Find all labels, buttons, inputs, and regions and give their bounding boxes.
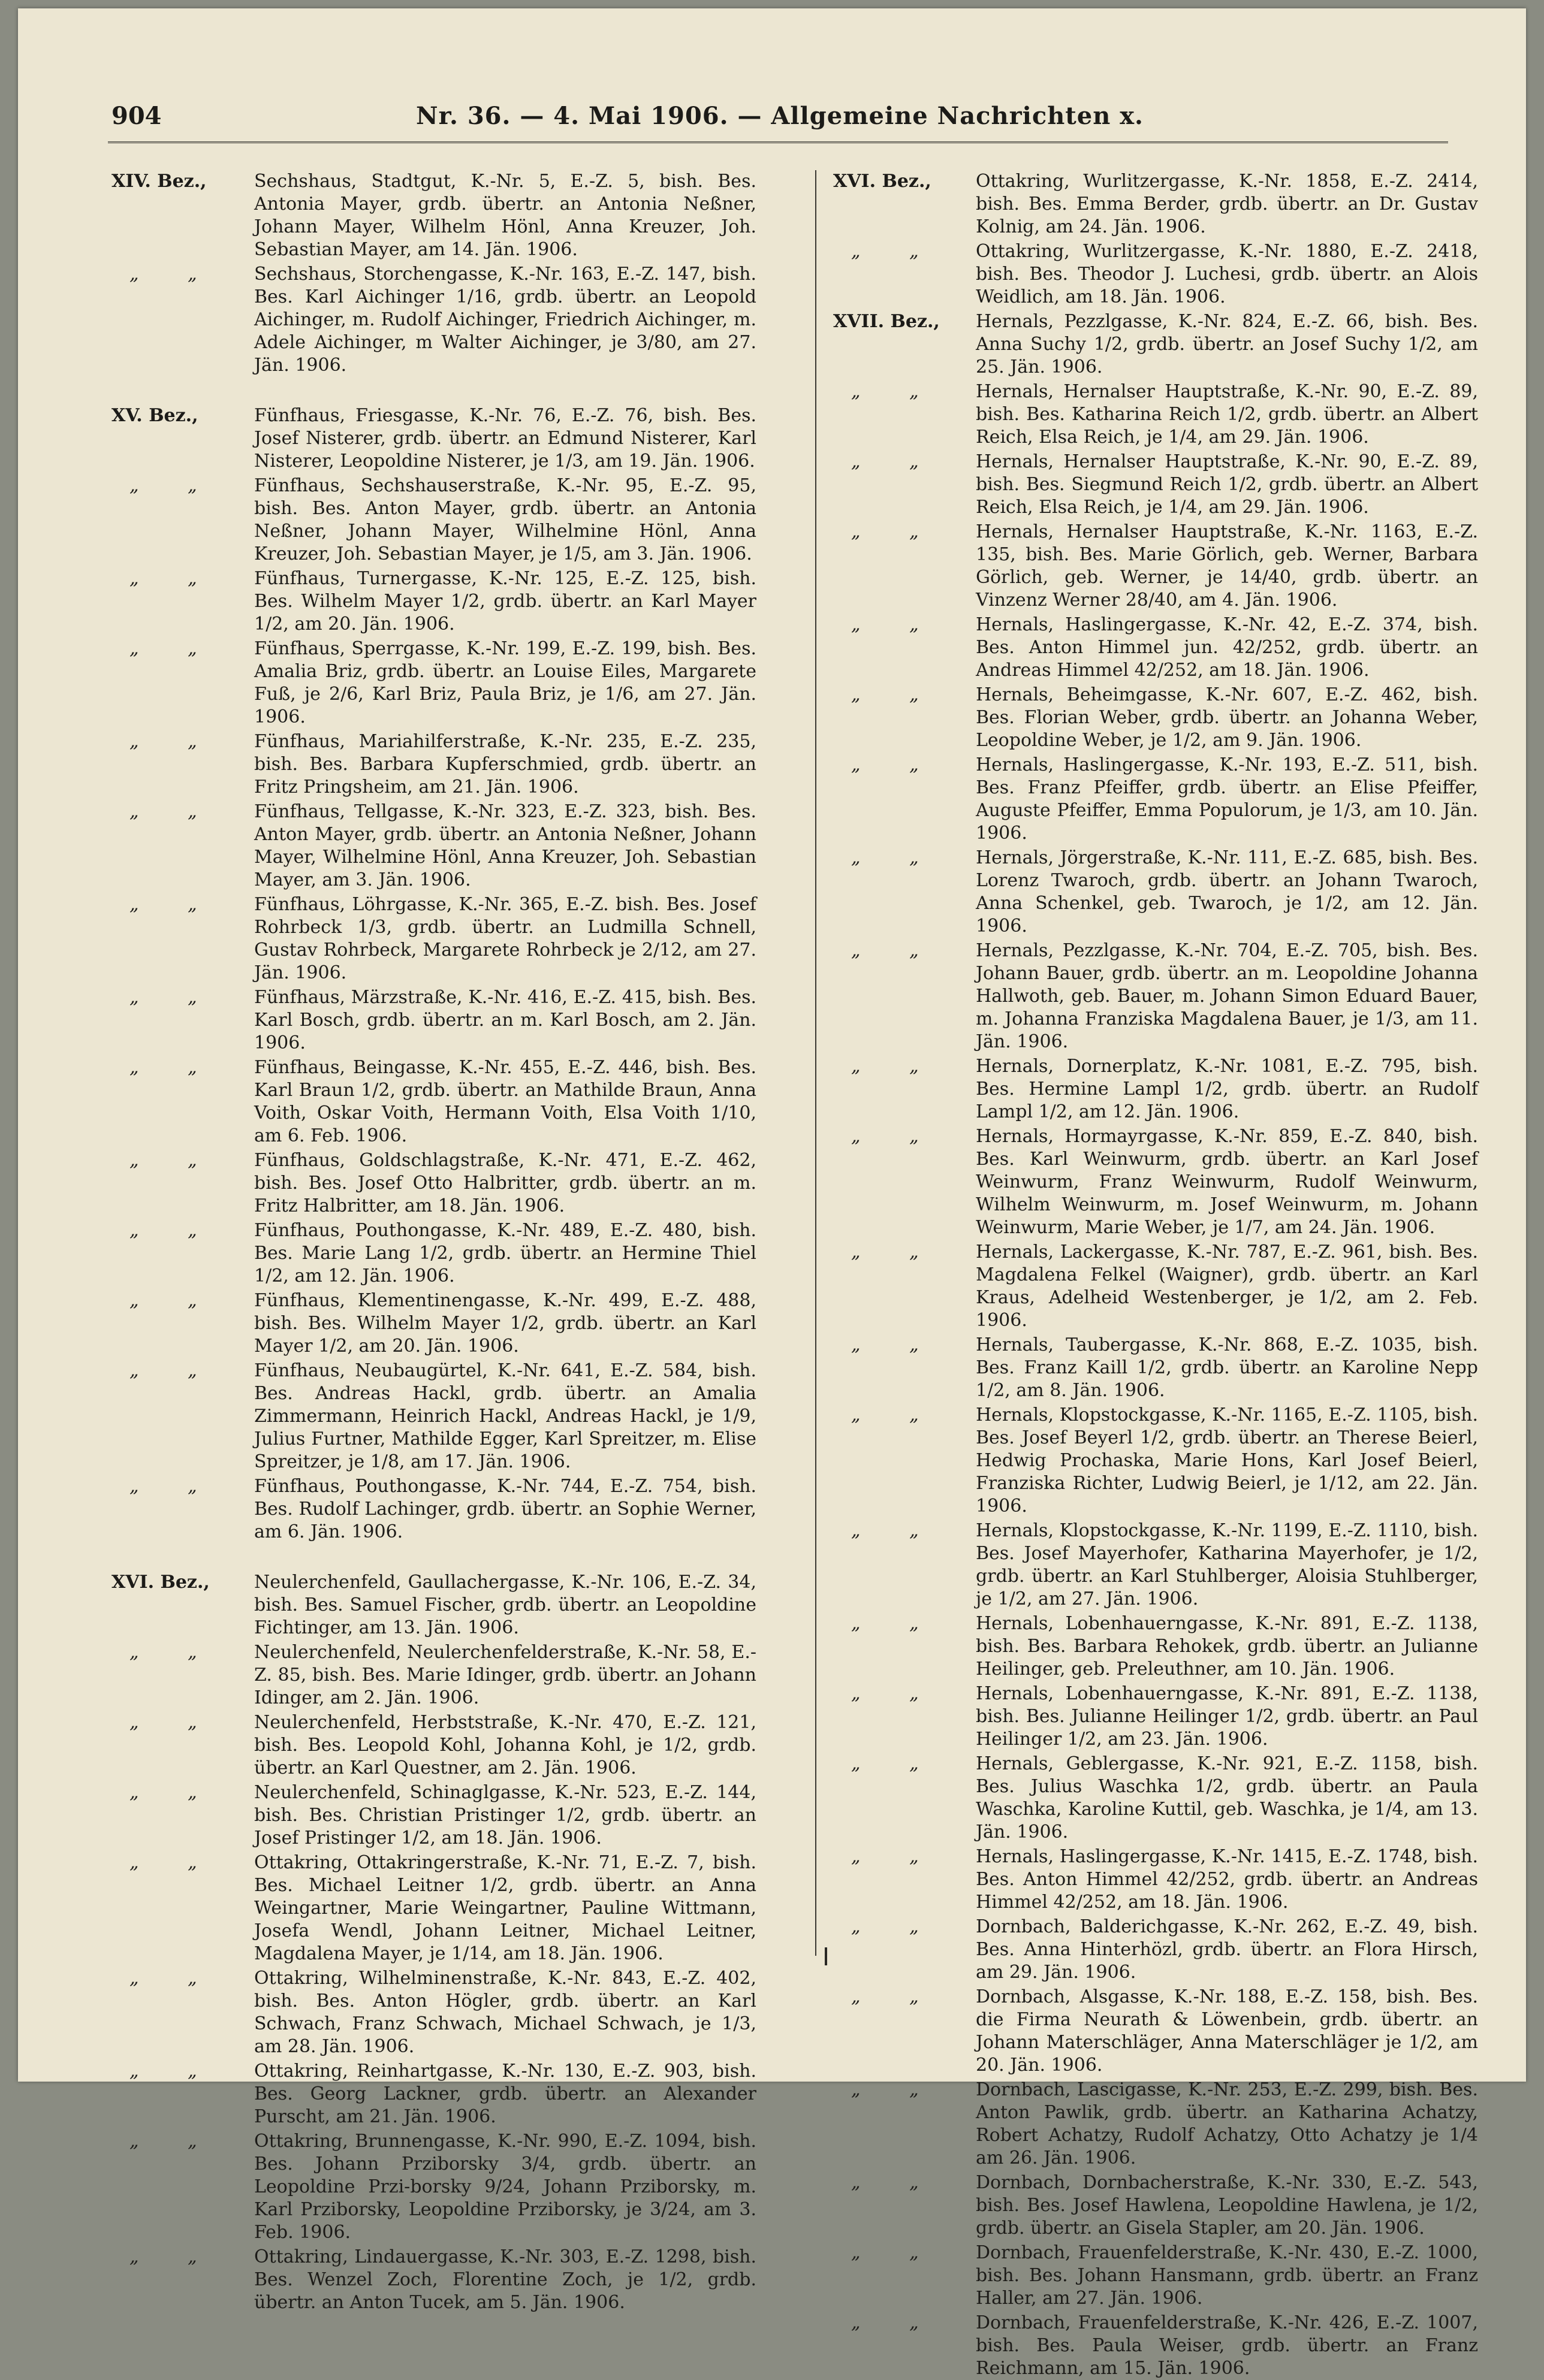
register-entry — [111, 801, 756, 892]
entry-district: „ „ — [129, 1712, 219, 1733]
entry-text: Sechshaus, Storchengasse, K.-Nr. 163, E.-Z. 147, bish. Bes. Karl Aichinger 1/16, grdb. übertr. an Leopold Aichinger, m. Rudolf Aichinger, Friedrich Aichinger, m. Adele Aichinger, m Walter Aichinger, je 3/80, am 27. Jän. 1906. — [254, 264, 756, 376]
register-entry — [833, 1404, 1478, 1518]
register-entry — [111, 475, 756, 566]
register-entry — [833, 1916, 1478, 1984]
register-entry — [111, 1711, 756, 1780]
entry-text: Fünfhaus, Pouthongasse, K.-Nr. 489, E.-Z. 480, bish. Bes. Marie Lang 1/2, grdb. übertr. an Hermine Thiel 1/2, am 12. Jän. 1906. — [254, 1220, 756, 1286]
entry-district: „ „ — [129, 1150, 219, 1171]
register-entry — [111, 2130, 756, 2244]
entry-text: Dornbach, Lascigasse, K.-Nr. 253, E.-Z. 299, bish. Bes. Anton Pawlik, grdb. übertr. an Katharina Achatzy, Robert Achatzy, Rudolf Achatzy, Otto Achatzy je 1/4 am 26. Jän. 1906. — [976, 2079, 1478, 2168]
entry-text: Hernals, Haslingergasse, K.-Nr. 193, E.-Z. 511, bish. Bes. Franz Pfeiffer, grdb. übertr. an Elise Pfeiffer, Auguste Pfeiffer, Emma Populorum, je 1/3, am 10. Jän. 1906. — [976, 754, 1478, 844]
entry-text: Fünfhaus, Sperrgasse, K.-Nr. 199, E.-Z. 199, bish. Bes. Amalia Briz, grdb. übertr. an Louise Eiles, Margarete Fuß, je 2/6, Karl Briz, Paula Briz, je 1/6, am 27. Jän. 1906. — [254, 638, 756, 727]
register-entry — [111, 1219, 756, 1288]
register-entry — [111, 2246, 756, 2314]
entry-text: Hernals, Beheimgasse, K.-Nr. 607, E.-Z. 462, bish. Bes. Florian Weber, grdb. übertr. an Johanna Weber, Leopoldine Weber, je 1/2, am 9. Jän. 1906. — [976, 684, 1478, 751]
entry-district: „ „ — [851, 1405, 940, 1425]
entry-text: Neulerchenfeld, Schinaglgasse, K.-Nr. 523, E.-Z. 144, bish. Bes. Christian Pristinger 1/2, grdb. übertr. an Josef Pristinger 1/2, am 18. Jän. 1906. — [254, 1782, 756, 1849]
entry-district: „ „ — [851, 847, 940, 868]
entry-district: „ „ — [129, 2246, 219, 2267]
entry-text: Dornbach, Frauenfelderstraße, K.-Nr. 426, E.-Z. 1007, bish. Bes. Paula Weiser, grdb. übertr. an Franz Reichmann, am 15. Jän. 1906. — [976, 2312, 1478, 2379]
register-entry — [833, 170, 1478, 238]
entry-district: „ „ — [851, 1334, 940, 1355]
entry-text: Ottakring, Wilhelminenstraße, K.-Nr. 843, E.-Z. 402, bish. Bes. Anton Högler, grdb. übertr. an Karl Schwach, Franz Schwach, Michael Schwach, je 1/3, am 28. Jän. 1906. — [254, 1968, 756, 2057]
entry-district: „ „ — [851, 1986, 940, 2007]
entry-text: Hernals, Hernalser Hauptstraße, K.-Nr. 90, E.-Z. 89, bish. Bes. Katharina Reich 1/2, grdb. übertr. an Albert Reich, Elsa Reich, je 1/4, am 29. Jän. 1906. — [976, 381, 1478, 448]
entry-district: „ „ — [851, 684, 940, 705]
entry-district: XVII. Bez., — [833, 311, 940, 332]
entry-district: „ „ — [129, 1057, 219, 1078]
entry-district: XV. Bez., — [111, 405, 198, 426]
entry-text: Fünfhaus, Tellgasse, K.-Nr. 323, E.-Z. 323, bish. Bes. Anton Mayer, grdb. übertr. an Antonia Neßner, Johann Mayer, Wilhelmine Hönl, Anna Kreuzer, Joh. Sebastian Mayer, am 3. Jän. 1906. — [254, 801, 756, 890]
entry-district: „ „ — [129, 2131, 219, 2152]
entry-district: „ „ — [129, 1642, 219, 1663]
newspaper-page — [18, 8, 1526, 2379]
register-entry — [111, 1360, 756, 1473]
register-entry — [833, 1055, 1478, 1123]
entry-text: Hernals, Jörgerstraße, K.-Nr. 111, E.-Z. 685, bish. Bes. Lorenz Twaroch, grdb. übertr. an Johann Twaroch, Anna Schenkel, geb. Twaroch, je 1/2, am 12. Jän. 1906. — [976, 847, 1478, 937]
page-header — [111, 97, 1448, 133]
entry-text: Hernals, Pezzlgasse, K.-Nr. 704, E.-Z. 705, bish. Bes. Johann Bauer, grdb. übertr. an m. Leopoldine Johanna Hallwoth, geb. Bauer, m. Johann Simon Eduard Bauer, m. Johanna Franziska Magdalena Bauer, je 1/3, am 11. Jän. 1906. — [976, 940, 1478, 1052]
entry-district: „ „ — [129, 894, 219, 915]
end-mark — [825, 1947, 827, 1965]
register-entry — [833, 754, 1478, 845]
entry-district: „ „ — [851, 521, 940, 542]
register-entry — [111, 1475, 756, 1544]
register-entry — [833, 240, 1478, 309]
entry-text: Ottakring, Brunnengasse, K.-Nr. 990, E.-Z. 1094, bish. Bes. Johann Prziborsky 3/4, grdb. übertr. an Leopoldine Przi-borsky 9/24, Johann Prziborsky, m. Karl Prziborsky, Leopoldine Prziborsky, je 3/24, am 3. Feb. 1906. — [254, 2131, 756, 2243]
entry-district: „ „ — [129, 475, 219, 496]
entry-text: Hernals, Dornerplatz, K.-Nr. 1081, E.-Z. 795, bish. Bes. Hermine Lampl 1/2, grdb. übertr. an Rudolf Lampl 1/2, am 12. Jän. 1906. — [976, 1056, 1478, 1122]
entry-text: Fünfhaus, Beingasse, K.-Nr. 455, E.-Z. 446, bish. Bes. Karl Braun 1/2, grdb. übertr. an Mathilde Braun, Anna Voith, Oskar Voith, Hermann Voith, Elsa Voith 1/10, am 6. Feb. 1906. — [254, 1057, 756, 1146]
entry-district: „ „ — [129, 1852, 219, 1873]
register-entry — [833, 2079, 1478, 2170]
entry-district: „ „ — [851, 1056, 940, 1077]
register-entry — [833, 1520, 1478, 1611]
register-entry — [111, 893, 756, 984]
right-column — [833, 170, 1478, 2379]
entry-text: Fünfhaus, Pouthongasse, K.-Nr. 744, E.-Z. 754, bish. Bes. Rudolf Lachinger, grdb. übertr. an Sophie Werner, am 6. Jän. 1906. — [254, 1476, 756, 1542]
entry-district: „ „ — [129, 1968, 219, 1989]
entry-text: Hernals, Lobenhauerngasse, K.-Nr. 891, E.-Z. 1138, bish. Bes. Barbara Rehokek, grdb. übertr. an Julianne Heilinger, geb. Preleuthner, am 10. Jän. 1906. — [976, 1613, 1478, 1680]
register-entry — [833, 380, 1478, 449]
register-entry — [111, 1781, 756, 1850]
entry-text: Hernals, Haslingergasse, K.-Nr. 1415, E.-Z. 1748, bish. Bes. Anton Himmel 42/252, grdb. übertr. an Andreas Himmel 42/252, am 18. Jän. 1906. — [976, 1846, 1478, 1913]
entry-text: Fünfhaus, Mariahilferstraße, K.-Nr. 235, E.-Z. 235, bish. Bes. Barbara Kupferschmied, grdb. übertr. an Fritz Pringsheim, am 21. Jän. 1906. — [254, 731, 756, 798]
entry-text: Ottakring, Reinhartgasse, K.-Nr. 130, E.-Z. 903, bish. Bes. Georg Lackner, grdb. übertr. an Alexander Purscht, am 21. Jän. 1906. — [254, 2061, 756, 2127]
register-entry — [111, 1571, 756, 1639]
entry-text: Dornbach, Dornbacherstraße, K.-Nr. 330, E.-Z. 543, bish. Bes. Josef Hawlena, Leopoldine Hawlena, je 1/2, grdb. übertr. an Gisela Stapler, am 20. Jän. 1906. — [976, 2172, 1478, 2239]
register-entry — [111, 2060, 756, 2128]
entry-district: „ „ — [851, 241, 940, 262]
register-entry — [833, 1241, 1478, 1332]
register-entry — [111, 1149, 756, 1218]
entry-district: „ „ — [129, 1782, 219, 1803]
entry-text: Ottakring, Wurlitzergasse, K.-Nr. 1858, E.-Z. 2414, bish. Bes. Emma Berder, grdb. übertr. an Dr. Gustav Kolnig, am 24. Jän. 1906. — [976, 171, 1478, 237]
entry-text: Hernals, Klopstockgasse, K.-Nr. 1199, E.-Z. 1110, bish. Bes. Josef Mayerhofer, Katharina Mayerhofer, je 1/2, grdb. übertr. an Karl Stuhlberger, Aloisia Stuhlberger, je 1/2, am 27. Jän. 1906. — [976, 1520, 1478, 1609]
entry-district: „ „ — [851, 1613, 940, 1634]
entry-text: Ottakring, Ottakringerstraße, K.-Nr. 71, E.-Z. 7, bish. Bes. Michael Leitner 1/2, grdb. übertr. an Anna Weingartner, Marie Weingartner, Pauline Wittmann, Josefa Wendl, Johann Leitner, Michael Leitner, Magdalena Mayer, je 1/14, am 18. Jän. 1906. — [254, 1852, 756, 1964]
entry-text: Ottakring, Lindauergasse, K.-Nr. 303, E.-Z. 1298, bish. Bes. Wenzel Zoch, Florentine Zoch, je 1/2, grdb. übertr. an Anton Tucek, am 5. Jän. 1906. — [254, 2246, 756, 2313]
issue-line: Nr. 36. — 4. Mai 1906. — Allgemeine Nachrichten x. — [416, 102, 1144, 130]
entry-text: Fünfhaus, Klementinengasse, K.-Nr. 499, E.-Z. 488, bish. Bes. Wilhelm Mayer 1/2, grdb. übertr. an Karl Mayer 1/2, am 20. Jän. 1906. — [254, 1290, 756, 1357]
entry-district: „ „ — [851, 2242, 940, 2263]
header-rule — [108, 141, 1448, 148]
entry-district: „ „ — [851, 1753, 940, 1774]
entry-text: Dornbach, Frauenfelderstraße, K.-Nr. 430, E.-Z. 1000, bish. Bes. Johann Hansmann, grdb. übertr. an Franz Haller, am 27. Jän. 1906. — [976, 2242, 1478, 2309]
register-entry — [833, 614, 1478, 682]
register-entry — [833, 2171, 1478, 2240]
entry-text: Neulerchenfeld, Neulerchenfelderstraße, K.-Nr. 58, E.-Z. 85, bish. Bes. Marie Idinger, grdb. übertr. an Johann Idinger, am 2. Jän. 1906. — [254, 1642, 756, 1708]
entry-district: XVI. Bez., — [111, 1572, 210, 1593]
entry-text: Neulerchenfeld, Herbststraße, K.-Nr. 470, E.-Z. 121, bish. Bes. Leopold Kohl, Johanna Kohl, je 1/2, grdb. übertr. an Karl Questner, am 2. Jän. 1906. — [254, 1712, 756, 1778]
register-entry — [833, 2312, 1478, 2380]
register-entry — [833, 1125, 1478, 1239]
entry-text: Hernals, Lackergasse, K.-Nr. 787, E.-Z. 961, bish. Bes. Magdalena Felkel (Waigner), grdb. übertr. an Karl Kraus, Adelheid Westenberger, je 1/2, am 2. Feb. 1906. — [976, 1242, 1478, 1331]
register-entry — [833, 940, 1478, 1053]
entry-text: Fünfhaus, Friesgasse, K.-Nr. 76, E.-Z. 76, bish. Bes. Josef Nisterer, grdb. übertr. an Edmund Nisterer, Karl Nisterer, Leopoldine Nisterer, je 1/3, am 19. Jän. 1906. — [254, 405, 756, 472]
entry-district: „ „ — [851, 1683, 940, 1704]
entry-district: „ „ — [851, 1916, 940, 1937]
entry-district: „ „ — [129, 987, 219, 1008]
entry-district: „ „ — [129, 1220, 219, 1241]
entry-text: Fünfhaus, Goldschlagstraße, K.-Nr. 471, E.-Z. 462, bish. Bes. Josef Otto Halbritter, grdb. übertr. an m. Fritz Halbritter, am 18. Jän. 1906. — [254, 1150, 756, 1216]
entry-district: „ „ — [129, 264, 219, 285]
register-entry — [833, 1683, 1478, 1751]
entry-text: Hernals, Lobenhauerngasse, K.-Nr. 891, E.-Z. 1138, bish. Bes. Julianne Heilinger 1/2, grdb. übertr. an Paul Heilinger 1/2, am 23. Jän. 1906. — [976, 1683, 1478, 1750]
page-number: 904 — [111, 102, 162, 130]
entry-district: „ „ — [851, 451, 940, 472]
register-entry — [833, 310, 1478, 379]
entry-district: „ „ — [129, 1290, 219, 1311]
register-entry — [111, 1967, 756, 2058]
register-entry — [833, 684, 1478, 752]
entry-text: Fünfhaus, Turnergasse, K.-Nr. 125, E.-Z. 125, bish. Bes. Wilhelm Mayer 1/2, grdb. übertr. an Karl Mayer 1/2, am 20. Jän. 1906. — [254, 568, 756, 635]
entry-text: Hernals, Haslingergasse, K.-Nr. 42, E.-Z. 374, bish. Bes. Anton Himmel jun. 42/252, grdb. übertr. an Andreas Himmel 42/252, am 18. Jän. 1906. — [976, 614, 1478, 681]
entry-text: Hernals, Hernalser Hauptstraße, K.-Nr. 1163, E.-Z. 135, bish. Bes. Marie Görlich, geb. Werner, Barbara Görlich, geb. Werner, je 14/40, grdb. übertr. an Vinzenz Werner 28/40, am 4. Jän. 1906. — [976, 521, 1478, 611]
register-entry — [111, 1641, 756, 1710]
entry-district: „ „ — [851, 2172, 940, 2193]
entry-district: „ „ — [129, 2061, 219, 2082]
entry-district: „ „ — [129, 731, 219, 752]
entry-district: „ „ — [129, 1476, 219, 1497]
entry-district: „ „ — [851, 381, 940, 402]
register-entry — [111, 263, 756, 377]
entry-district: „ „ — [851, 940, 940, 961]
register-entry — [111, 986, 756, 1055]
entry-text: Hernals, Hernalser Hauptstraße, K.-Nr. 90, E.-Z. 89, bish. Bes. Siegmund Reich 1/2, grdb. übertr. an Albert Reich, Elsa Reich, je 1/4, am 29. Jän. 1906. — [976, 451, 1478, 518]
entry-text: Fünfhaus, Löhrgasse, K.-Nr. 365, E.-Z. bish. Bes. Josef Rohrbeck 1/3, grdb. übertr. an Ludmilla Schnell, Gustav Rohrbeck, Margarete Rohrbeck je 2/12, am 27. Jän. 1906. — [254, 894, 756, 983]
register-entry — [833, 1846, 1478, 1914]
register-entry — [111, 730, 756, 799]
entry-text: Dornbach, Alsgasse, K.-Nr. 188, E.-Z. 158, bish. Bes. die Firma Neurath & Löwenbein, grdb. übertr. an Johann Materschläger, Anna Materschläger je 1/2, am 20. Jän. 1906. — [976, 1986, 1478, 2076]
register-entry — [111, 1289, 756, 1358]
entry-text: Neulerchenfeld, Gaullachergasse, K.-Nr. 106, E.-Z. 34, bish. Bes. Samuel Fischer, grdb. übertr. an Leopoldine Fichtinger, am 13. Jän. 1906. — [254, 1572, 756, 1638]
register-entry — [111, 404, 756, 473]
register-entry — [111, 170, 756, 261]
entry-district: „ „ — [129, 1360, 219, 1381]
entry-district: „ „ — [851, 2312, 940, 2333]
entry-district: „ „ — [851, 2079, 940, 2100]
entry-text: Hernals, Taubergasse, K.-Nr. 868, E.-Z. 1035, bish. Bes. Franz Kaill 1/2, grdb. übertr. an Karoline Nepp 1/2, am 8. Jän. 1906. — [976, 1334, 1478, 1401]
entry-text: Hernals, Hormayrgasse, K.-Nr. 859, E.-Z. 840, bish. Bes. Karl Weinwurm, grdb. übertr. an Karl Josef Weinwurm, Franz Weinwurm, Rudolf Weinwurm, Wilhelm Weinwurm, m. Josef Weinwurm, m. Johann Weinwurm, Marie Weber, je 1/7, am 24. Jän. 1906. — [976, 1126, 1478, 1238]
register-entry — [833, 847, 1478, 938]
column-divider — [815, 170, 816, 1956]
entry-text: Fünfhaus, Sechshauserstraße, K.-Nr. 95, E.-Z. 95, bish. Bes. Anton Mayer, grdb. übertr. an Antonia Neßner, Johann Mayer, Wilhelmine Hönl, Anna Kreuzer, Joh. Sebastian Mayer, je 1/5, am 3. Jän. 1906. — [254, 475, 756, 564]
register-entry — [833, 1612, 1478, 1681]
entry-district: „ „ — [851, 754, 940, 775]
register-entry — [111, 567, 756, 636]
register-entry — [833, 451, 1478, 519]
register-entry — [833, 1986, 1478, 2077]
entry-district: „ „ — [851, 614, 940, 635]
entry-text: Hernals, Geblergasse, K.-Nr. 921, E.-Z. 1158, bish. Bes. Julius Waschka 1/2, grdb. übertr. an Paula Waschka, Karoline Kuttil, geb. Waschka, je 1/4, am 13. Jän. 1906. — [976, 1753, 1478, 1843]
register-entry — [833, 521, 1478, 612]
register-entry — [111, 1056, 756, 1147]
entry-text: Fünfhaus, Märzstraße, K.-Nr. 416, E.-Z. 415, bish. Bes. Karl Bosch, grdb. übertr. an m. Karl Bosch, am 2. Jän. 1906. — [254, 987, 756, 1053]
register-entry — [111, 638, 756, 729]
entry-text: Fünfhaus, Neubaugürtel, K.-Nr. 641, E.-Z. 584, bish. Bes. Andreas Hackl, grdb. übertr. an Amalia Zimmermann, Heinrich Hackl, Andreas Hackl, je 1/9, Julius Furtner, Mathilde Egger, Karl Spreitzer, m. Elise Spreitzer, je 1/8, am 17. Jän. 1906. — [254, 1360, 756, 1472]
register-entry — [833, 1334, 1478, 1402]
entry-district: „ „ — [129, 638, 219, 659]
entry-district: „ „ — [851, 1242, 940, 1263]
left-column — [111, 170, 756, 2313]
entry-district: XIV. Bez., — [111, 171, 207, 192]
register-entry — [833, 2242, 1478, 2310]
entry-district: „ „ — [851, 1520, 940, 1541]
register-entry — [833, 1753, 1478, 1844]
entry-text: Hernals, Klopstockgasse, K.-Nr. 1165, E.-Z. 1105, bish. Bes. Josef Beyerl 1/2, grdb. übertr. an Therese Beierl, Hedwig Prochaska, Marie Hons, Karl Josef Beierl, Franziska Richter, Ludwig Beierl, je 1/12, am 22. Jän. 1906. — [976, 1405, 1478, 1517]
entry-text: Sechshaus, Stadtgut, K.-Nr. 5, E.-Z. 5, bish. Bes. Antonia Mayer, grdb. übertr. an Antonia Neßner, Johann Mayer, Wilhelm Hönl, Anna Kreuzer, Joh. Sebastian Mayer, am 14. Jän. 1906. — [254, 171, 756, 260]
entry-district: XVI. Bez., — [833, 171, 931, 192]
entry-text: Hernals, Pezzlgasse, K.-Nr. 824, E.-Z. 66, bish. Bes. Anna Suchy 1/2, grdb. übertr. an Josef Suchy 1/2, am 25. Jän. 1906. — [976, 311, 1478, 377]
entry-district: „ „ — [851, 1126, 940, 1147]
entry-district: „ „ — [129, 801, 219, 822]
entry-text: Dornbach, Balderichgasse, K.-Nr. 262, E.-Z. 49, bish. Bes. Anna Hinterhözl, grdb. übertr. an Flora Hirsch, am 29. Jän. 1906. — [976, 1916, 1478, 1983]
entry-text: Ottakring, Wurlitzergasse, K.-Nr. 1880, E.-Z. 2418, bish. Bes. Theodor J. Luchesi, grdb. übertr. an Alois Weidlich, am 18. Jän. 1906. — [976, 241, 1478, 307]
entry-district: „ „ — [129, 568, 219, 589]
register-entry — [111, 1852, 756, 1965]
entry-district: „ „ — [851, 1846, 940, 1867]
